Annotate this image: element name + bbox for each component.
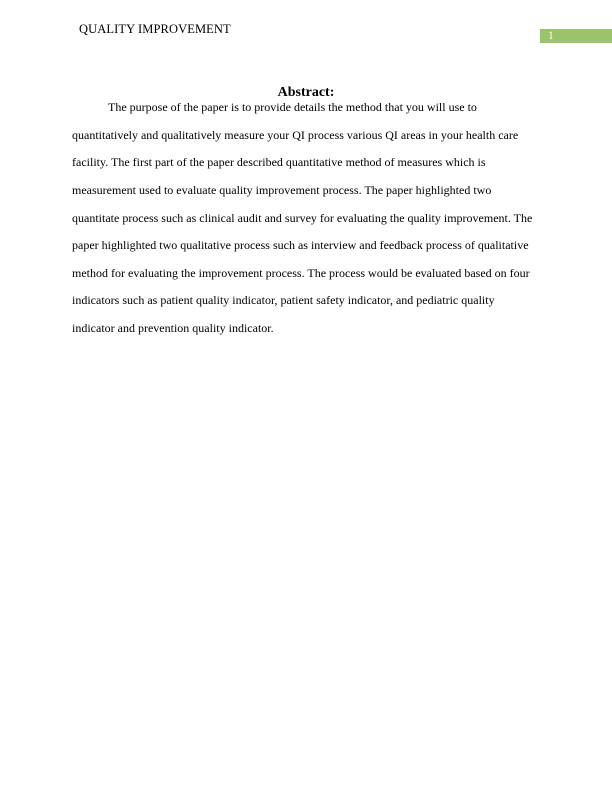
page-number: 1	[548, 30, 554, 42]
abstract-line: The purpose of the paper is to provide details the method that you will use to	[108, 100, 477, 114]
abstract-line: quantitatively and qualitatively measure your QI process various QI areas in your health care	[72, 128, 519, 142]
abstract-line: facility. The first part of the paper described quantitative method of measures which is	[72, 155, 486, 169]
abstract-line: indicators such as patient quality indicator, patient safety indicator, and pediatric quality	[72, 293, 495, 307]
page-number-badge	[540, 29, 612, 43]
abstract-title: Abstract:	[277, 85, 335, 100]
abstract-line: indicator and prevention quality indicator.	[72, 321, 274, 335]
abstract-line: quantitate process such as clinical audit and survey for evaluating the quality improvement. The	[72, 211, 533, 225]
abstract-line: paper highlighted two qualitative process such as interview and feedback process of qualitative	[72, 238, 529, 252]
abstract-line: measurement used to evaluate quality improvement process. The paper highlighted two	[72, 183, 492, 197]
running-head: QUALITY IMPROVEMENT	[79, 22, 231, 36]
abstract-line: method for evaluating the improvement process. The process would be evaluated based on four	[72, 266, 530, 280]
